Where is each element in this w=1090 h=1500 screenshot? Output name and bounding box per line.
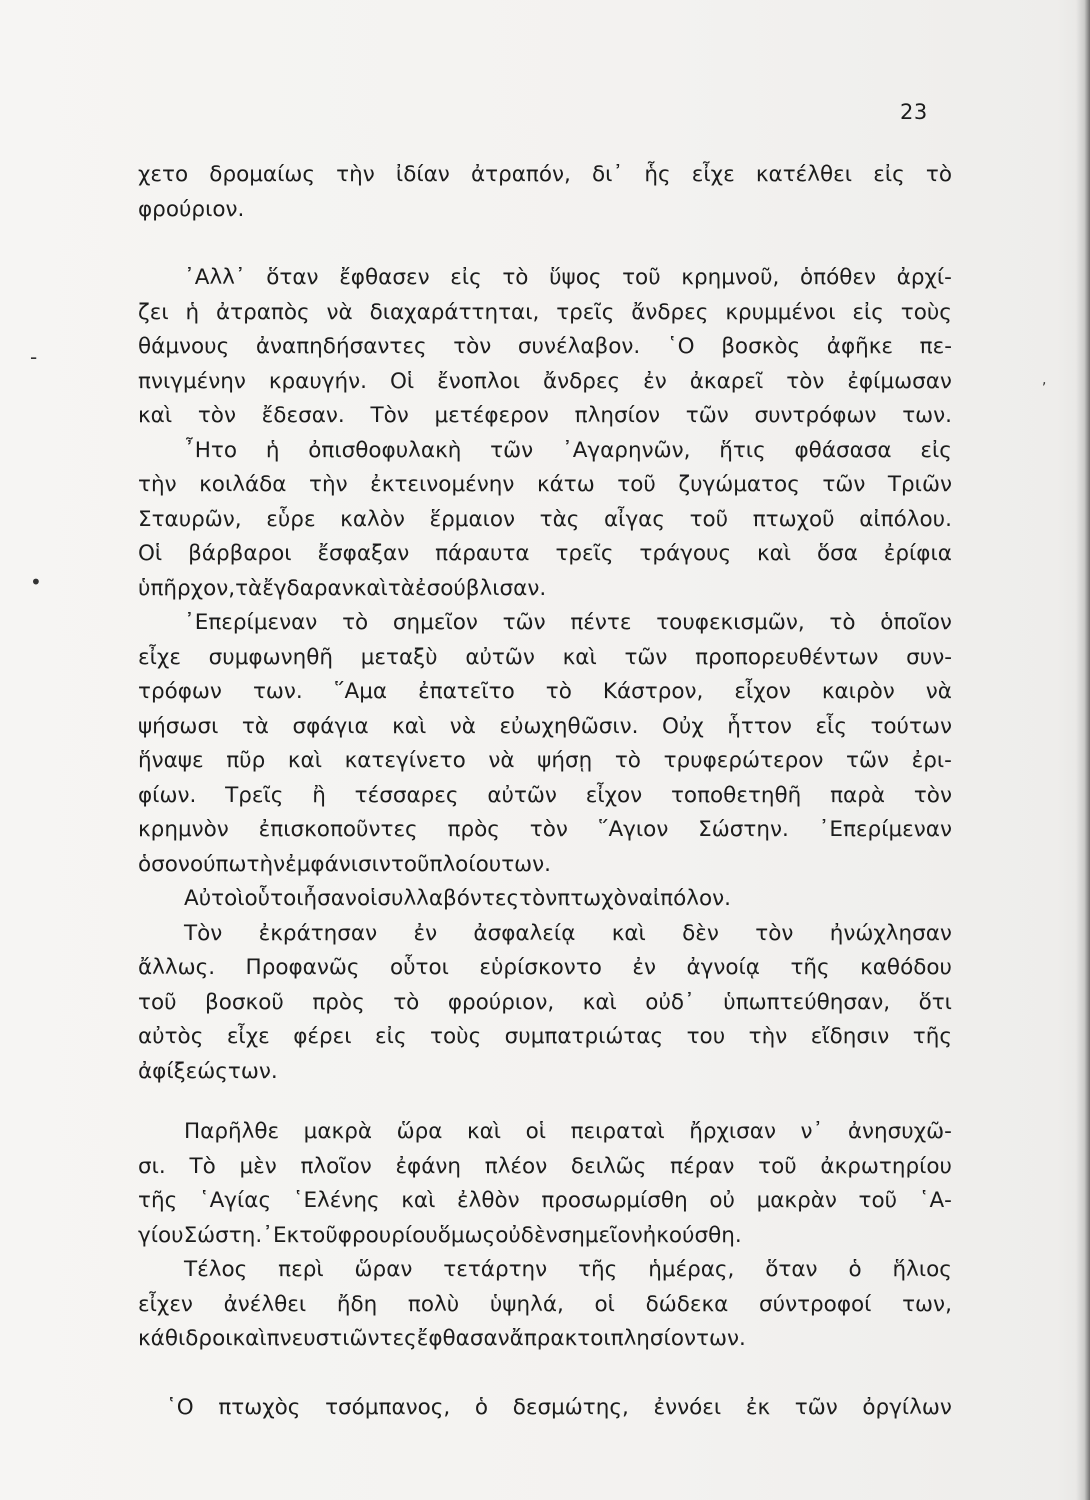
text-line: θάμνους ἀναπηδήσαντες τὸν συνέλαβον. ῾Ο βοσκὸς ἀφῆκε πε- [138,334,952,359]
text-line: καὶ τὸν ἔδεσαν. Τὸν μετέφερον πλησίον τῶν συντρόφων των. [138,403,952,428]
text-line: τῆς ῾Αγίας ῾Ελένης καὶ ἐλθὸν προσωρμίσθη οὐ μακρὰν τοῦ ῾Α- [138,1188,952,1213]
page-number: 23 [900,100,928,124]
text-line: εἶχε συμφωνηθῆ μεταξὺ αὐτῶν καὶ τῶν προπορευθέντων συν- [138,644,952,670]
page-edge-shadow [1076,0,1090,1500]
text-line: τρόφων των. ῞Αμα ἐπατεῖτο τὸ Κάστρον, εἶχον καιρὸν νὰ [138,679,952,704]
paragraph [138,1253,952,1357]
text-line: πνιγμένην κραυγήν. Οἱ ἔνοπλοι ἄνδρες ἐν ἀκαρεῖ τὸν ἐφίμωσαν [138,368,952,394]
paragraph-spacing [138,227,952,261]
paragraph [138,917,952,1090]
text-line: εἶχεν ἀνέλθει ἤδη πολὺ ὑψηλά, οἱ δώδεκα σύντροφοί των, [138,1291,952,1317]
paragraph [138,1115,952,1253]
text-line: φίων. Τρεῖς ἢ τέσσαρες αὐτῶν εἶχον τοποθετηθῆ παρὰ τὸν [138,782,952,808]
text-line: ᾽Επερίμεναν τὸ σημεῖον τῶν πέντε τουφεκισμῶν, τὸ ὁποῖον [184,610,952,635]
text-line: ῾Ο πτωχὸς τσόμπανος, ὁ δεσμώτης, ἐννόει ἐκ τῶν ὀργίλων [166,1394,952,1420]
text-line: ψήσωσι τὰ σφάγια καὶ νὰ εὐωχηθῶσιν. Οὐχ ἧττον εἷς τούτων [138,713,952,739]
text-line: κάθιδροι καὶ πνευστιῶντες ἔφθασαν ἄπρακτοι πλησίον των. [138,1326,746,1351]
paragraph [138,606,952,882]
text-line: ὁσονούπω τὴν ἐμφάνισιν τοῦ πλοίου των. [138,851,551,877]
text-line: φρούριον. [138,196,245,222]
text-line: κρημνὸν ἐπισκοποῦντες πρὸς τὸν ῞Αγιον Σώστην. ᾽Επερίμεναν [138,817,952,842]
text-line: ζει ἡ ἀτραπὸς νὰ διαχαράττηται, τρεῖς ἄνδρες κρυμμένοι εἰς τοὺς [138,299,952,325]
text-line: αὐτὸς εἶχε φέρει εἰς τοὺς συμπατριώτας του τὴν εἴδησιν τῆς [138,1024,952,1049]
text-line: ῏Ητο ἡ ὀπισθοφυλακὴ τῶν ᾽Αγαρηνῶν, ἥτις φθάσασα εἰς [184,437,952,463]
paragraph-spacing [138,1089,952,1115]
margin-tick-mark: , [1042,372,1047,388]
paragraph [138,882,952,917]
text-line: ἥναψε πῦρ καὶ κατεγίνετο νὰ ψήσῃ τὸ τρυφερώτερον τῶν ἐρι- [138,748,952,773]
paragraph [138,1391,952,1426]
text-line: ᾽Αλλ᾽ ὅταν ἔφθασεν εἰς τὸ ὕψος τοῦ κρημνοῦ, ὁπόθεν ἀρχί- [184,265,952,290]
paragraph-spacing [138,1357,952,1391]
text-line: Παρῆλθε μακρὰ ὥρα καὶ οἱ πειραταὶ ἤρχισαν ν᾽ ἀνησυχῶ- [184,1119,952,1144]
text-line: ἀφίξεώς των. [138,1058,278,1084]
text-line: τοῦ βοσκοῦ πρὸς τὸ φρούριον, καὶ οὐδ᾽ ὑπωπτεύθησαν, ὅτι [138,989,952,1015]
text-line: ὑπῆρχον, τὰ ἔγδαραν καὶ τὰ ἐσούβλισαν. [138,575,547,601]
margin-dot-mark: • [30,570,42,594]
text-line: ἄλλως. Προφανῶς οὗτοι εὑρίσκοντο ἐν ἀγνοίᾳ τῆς καθόδου [138,955,952,980]
text-line: Τὸν ἐκράτησαν ἐν ἀσφαλείᾳ καὶ δὲν τὸν ἠνώχλησαν [184,920,952,946]
paragraph [138,261,952,434]
paragraph [138,434,952,607]
text-line: σι. Τὸ μὲν πλοῖον ἐφάνη πλέον δειλῶς πέραν τοῦ ἀκρωτηρίου [138,1153,952,1179]
paragraph [138,158,952,227]
text-line: Σταυρῶν, εὗρε καλὸν ἕρμαιον τὰς αἶγας τοῦ πτωχοῦ αἰπόλου. [138,506,952,532]
body-text [138,158,952,1425]
text-line: Οἱ βάρβαροι ἔσφαξαν πάραυτα τρεῖς τράγους καὶ ὅσα ἐρίφια [138,541,952,566]
text-line: Τέλος περὶ ὥραν τετάρτην τῆς ἡμέρας, ὅταν ὁ ἥλιος [184,1257,952,1282]
text-line: χετο δρομαίως τὴν ἰδίαν ἀτραπόν, δι᾽ ἧς εἶχε κατέλθει εἰς τὸ [138,162,952,187]
text-line: γίου Σώστη. ᾽Εκ τοῦ φρουρίου ὅμως οὐδὲν σημεῖον ἠκούσθη. [138,1222,742,1248]
margin-dash-mark: - [30,345,38,369]
text-line: τὴν κοιλάδα τὴν ἐκτεινομένην κάτω τοῦ ζυγώματος τῶν Τριῶν [138,472,952,497]
text-line: Αὐτοὶ οὗτοι ἦσαν οἱ συλλαβόντες τὸν πτωχὸν αἰπόλον. [184,886,732,911]
